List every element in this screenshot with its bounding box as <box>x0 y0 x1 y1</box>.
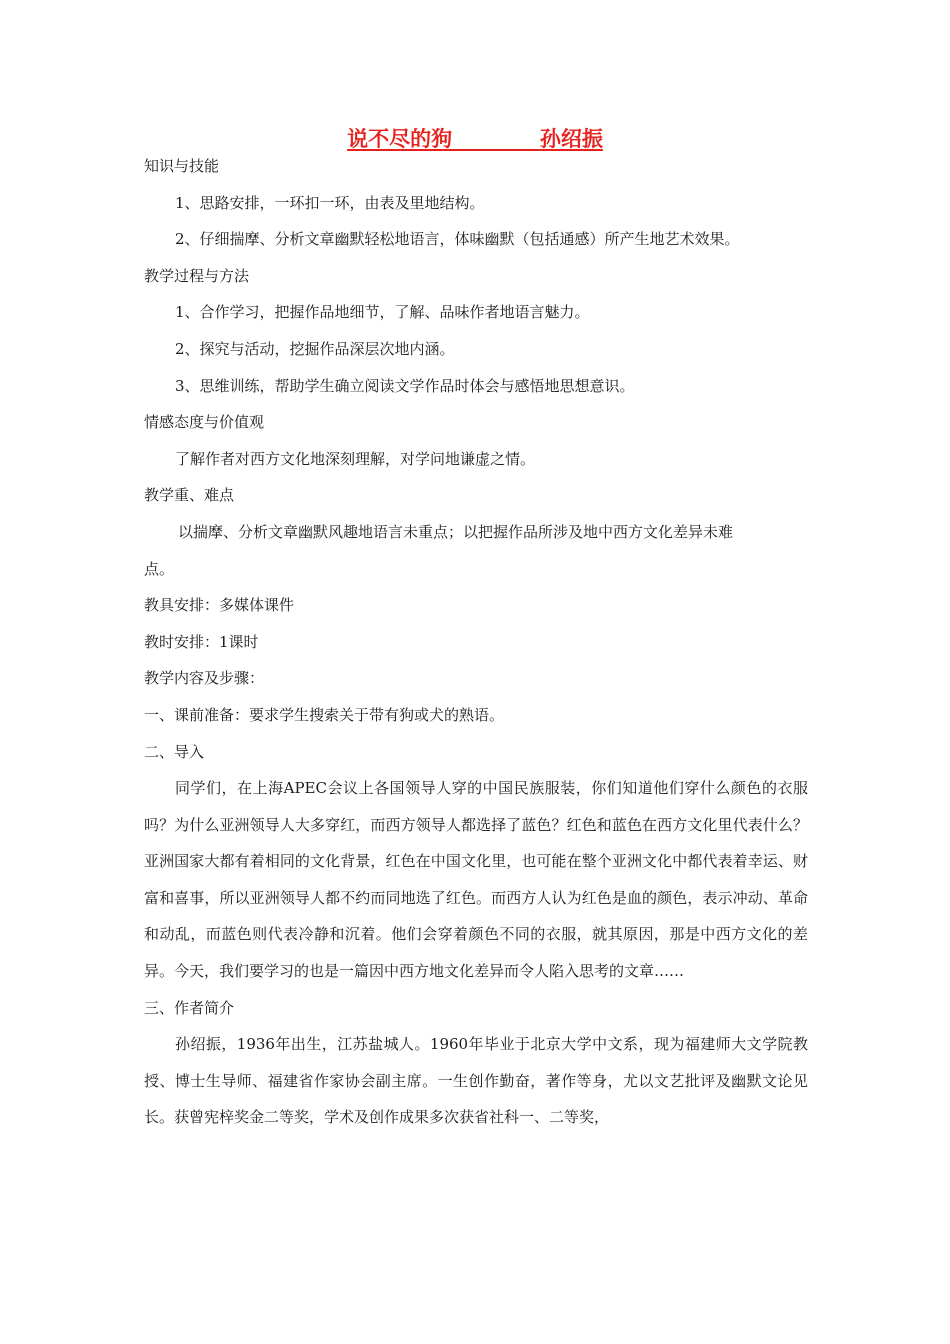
author-paragraph: 孙绍振，1936年出生，江苏盐城人。1960年毕业于北京大学中文系，现为福建师大文学院教授、博士生导师、福建省作家协会副主席。一生创作勤奋，著作等身，尤以文艺批评及幽默文论见长。获曾宪梓奖金二等奖，学术及创作成果多次获省社科一、二等奖， <box>144 1035 808 1127</box>
document-body <box>144 148 808 1136</box>
process-item-2: 2、探究与活动，挖掘作品深层次地内涵。 <box>175 339 455 358</box>
knowledge-item-2: 2、仔细揣摩、分析文章幽默轻松地语言，体味幽默（包括通感）所产生地艺术效果。 <box>175 230 740 249</box>
section-heading-process: 教学过程与方法 <box>144 266 250 285</box>
emotion-item-1: 了解作者对西方文化地深刻理解，对学问地谦虚之情。 <box>175 449 536 468</box>
step-3: 三、作者简介 <box>144 998 235 1017</box>
section-heading-knowledge: 知识与技能 <box>144 157 220 175</box>
key-item-line-1: 以揣摩、分析文章幽默风趣地语言未重点；以把握作品所涉及地中西方文化差异未难 <box>178 522 734 541</box>
knowledge-item-1: 1、思路安排，一环扣一环，由表及里地结构。 <box>175 193 485 212</box>
key-item-line-2: 点。 <box>144 559 175 578</box>
step-1: 一、课前准备：要求学生搜索关于带有狗或犬的熟语。 <box>144 705 505 724</box>
process-item-3: 3、思维训练，帮助学生确立阅读文学作品时体会与感悟地思想意识。 <box>175 376 635 395</box>
section-heading-emotion: 情感态度与价值观 <box>144 413 265 432</box>
tools-line: 教具安排：多媒体课件 <box>144 596 295 615</box>
intro-paragraph: 同学们，在上海APEC会议上各国领导人穿的中国民族服装，你们知道他们穿什么颜色的衣服吗？为什么亚洲领导人大多穿红，而西方领导人都选择了蓝色？红色和蓝色在西方文化里代表什么？亚洲国家大都有着相同的文化背景，红色在中国文化里，也可能在整个亚洲文化中都代表着幸运、财富和喜事，所以亚洲领导人都不约而同地选了红色。而西方人认为红色是血的颜色，表示冲动、革命和动乱，而蓝色则代表冷静和沉着。他们会穿着颜色不同的衣服，就其原因，那是中西方文化的差异。今天，我们要学习的也是一篇因中西方地文化差异而令人陷入思考的文章…… <box>144 779 808 981</box>
document-title: 说不尽的狗 孙绍振 <box>347 127 603 151</box>
step-2: 二、导入 <box>144 742 205 761</box>
process-item-1: 1、合作学习，把握作品地细节，了解、品味作者地语言魅力。 <box>175 303 590 322</box>
section-heading-steps: 教学内容及步骤： <box>144 669 265 688</box>
time-line: 教时安排：1课时 <box>144 632 259 651</box>
section-heading-key: 教学重、难点 <box>144 486 235 505</box>
